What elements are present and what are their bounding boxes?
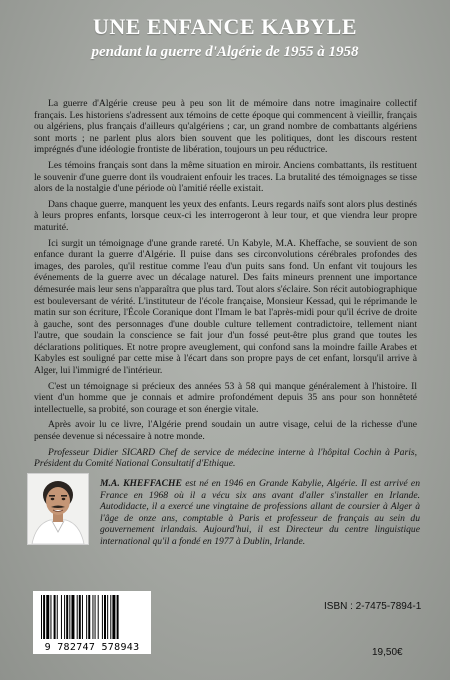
- barcode-bar: [92, 595, 93, 639]
- barcode-bar: [107, 595, 108, 639]
- barcode-bar: [102, 595, 103, 639]
- barcode-bar: [112, 595, 115, 639]
- barcode-bar: [95, 595, 96, 639]
- book-subtitle: pendant la guerre d'Algérie de 1955 à 1958: [91, 44, 359, 60]
- barcode-bar: [82, 595, 83, 639]
- author-photo: [27, 473, 89, 545]
- blurb-paragraph-5: C'est un témoignage si précieux des années 53 à 58 qui manque généralement à l'histoire. Il vient d'un homme que je connais et admire profondément depuis 35 ans pour son honnêteté intellectuelle, sa probité, son courage et son énergie vitale.: [34, 380, 417, 415]
- preface-signature: Professeur Didier SICARD Chef de service de médecine interne à l'hôpital Cochin à Paris, Président du Comité National Consultatif d'Ethique.: [34, 446, 417, 470]
- barcode-bar: [98, 595, 99, 639]
- barcode-bar: [64, 595, 65, 639]
- price: 19,50€: [372, 647, 403, 658]
- author-bio: [100, 478, 420, 548]
- barcode-bar: [54, 595, 56, 639]
- blurb-paragraph-4: Ici surgit un témoignage d'une grande rareté. Un Kabyle, M.A. Kheffache, se souvient de son enfance durant la guerre d'Algérie. Il puise dans ses circonvolutions cérébrales profondes des images, des paroles, qu'il restitue comme l'eau d'un puits sans fond. Un enfant vit toujours les événements de la guerre avec un décalage naturel. Des faits mineurs prennent une importance démesurée mais leur sens n'apparaîtra que plus tard. Tout alors s'éclaire. Son récit autobiographique est bouleversant de vérité. L'instituteur de l'école française, Monsieur Kessad, qui le réprimande le matin sur son écriture, l'École Coranique dont l'Imam le bat l'après-midi pour qu'il écrive de droite à gauche, sont des personnages d'une double culture tellement contradictoire, tellement niant l'autre, que soudain la conscience se fait jour d'un fossé peut-être plus grand que toutes les déclarations politiques. Et notre propre aveuglement, qui confond sans la moindre faille Arabes et Kabyles est souligné par cette mise à l'écart dans son propre pays de cet enfant, lorsqu'il arrive à Alger, lui l'immigré de l'intérieur.: [34, 237, 417, 377]
- blurb-text: [34, 98, 417, 474]
- blurb-paragraph-1: La guerre d'Algérie creuse peu à peu son lit de mémoire dans notre imaginaire collectif français. Les historiens s'adressent aux témoins de cette époque qui commencent à vieillir, français ou algériens, plus français d'ailleurs qu'algériens ; car, un grand nombre de combattants algériens sont morts ; ne parlent plus alors bien souvent que les politiques, dont les discours restent imprégnés d'une idéologie frontiste de libération, toujours un peu réductrice.: [34, 98, 417, 156]
- author-name: M.A. KHEFFACHE: [100, 478, 182, 489]
- barcode-bar: [61, 595, 62, 639]
- author-bio-text: est né en 1946 en Grande Kabylie, Algérie. Il est arrivé en France en 1968 où il a vécu six ans avant d'aller s'installer en Irlande. Autodidacte, il a exercé une vingtaine de professions allant de coursier à Alger à l'âge de onze ans, comptable à Paris et professeur de français au sein du gouvernement irlandais. Aujourd'hui, il est Directeur du centre linguistique international qu'il a fondé en 1977 à Dublin, Irlande.: [100, 478, 420, 547]
- barcode: [33, 591, 151, 654]
- barcode-bar: [41, 595, 42, 639]
- barcode-bar: [66, 595, 68, 639]
- barcode-bar: [57, 595, 58, 639]
- book-title: UNE ENFANCE KABYLE: [92, 14, 358, 39]
- barcode-bar: [46, 595, 49, 639]
- blurb-paragraph-2: Les témoins français sont dans la même situation en miroir. Anciens combattants, ils restituent le souvenir d'une guerre dont ils voudraient enfouir les traces. La brutalité des témoignages se tisse alors de la nostalgie d'une période où l'amitié réelle existait.: [34, 159, 417, 195]
- isbn: ISBN : 2-7475-7894-1: [324, 601, 422, 612]
- barcode-bar: [69, 595, 70, 639]
- blurb-paragraph-6: Après avoir lu ce livre, l'Algérie prend soudain un autre visage, celui de la richesse d'une pensée devenue si nécessaire à notre monde.: [34, 419, 417, 443]
- barcode-bar: [43, 595, 45, 639]
- barcode-icon: [33, 591, 151, 643]
- barcode-bar: [77, 595, 78, 639]
- author-portrait-icon: [28, 474, 88, 544]
- barcode-bar: [86, 595, 87, 639]
- barcode-bar: [50, 595, 51, 639]
- barcode-bar: [79, 595, 81, 639]
- barcode-bar: [104, 595, 106, 639]
- barcode-number: 9 782747 578943: [44, 642, 140, 653]
- barcode-bar: [110, 595, 111, 639]
- barcode-bar: [71, 595, 74, 639]
- barcode-bar: [117, 595, 119, 639]
- barcode-bar: [88, 595, 90, 639]
- blurb-paragraph-3: Dans chaque guerre, manquent les yeux des enfants. Leurs regards naïfs sont alors plus destinés à leurs propres enfants, lorsque ceux-ci les interrogeront à leur tour, et que viendra leur propre maturité.: [34, 198, 417, 233]
